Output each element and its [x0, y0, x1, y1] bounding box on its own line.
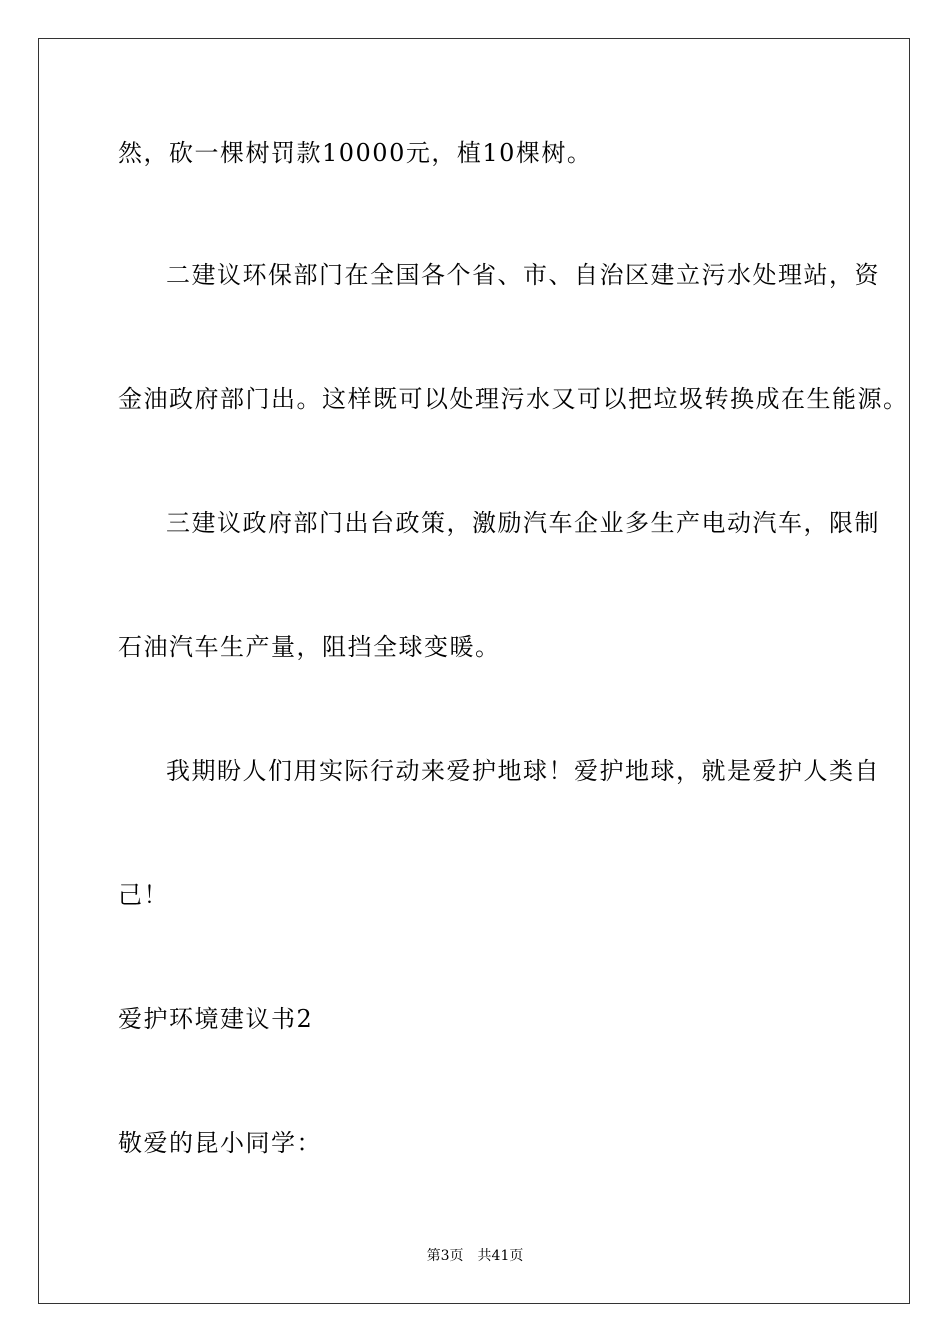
paragraph-line: 然，砍一棵树罚款10000元，植10棵树。 [118, 139, 593, 167]
salutation: 敬爱的昆小同学： [118, 1129, 322, 1157]
paragraph-line: 己！ [118, 881, 169, 909]
page-border [38, 38, 910, 1304]
paragraph-line: 金油政府部门出。这样既可以处理污水又可以把垃圾转换成在生能源。 [118, 385, 909, 413]
page-total: 共41页 [477, 1248, 524, 1264]
paragraph-line: 我期盼人们用实际行动来爱护地球！爱护地球，就是爱护人类自 [166, 757, 880, 785]
page-number: 第3页 [426, 1248, 464, 1264]
paragraph-line: 二建议环保部门在全国各个省、市、自治区建立污水处理站，资 [166, 261, 880, 289]
section-heading: 爱护环境建议书2 [118, 1005, 314, 1033]
page-footer [0, 1246, 950, 1266]
paragraph-line: 石油汽车生产量，阻挡全球变暖。 [118, 633, 501, 661]
paragraph-line: 三建议政府部门出台政策，激励汽车企业多生产电动汽车，限制 [166, 509, 880, 537]
